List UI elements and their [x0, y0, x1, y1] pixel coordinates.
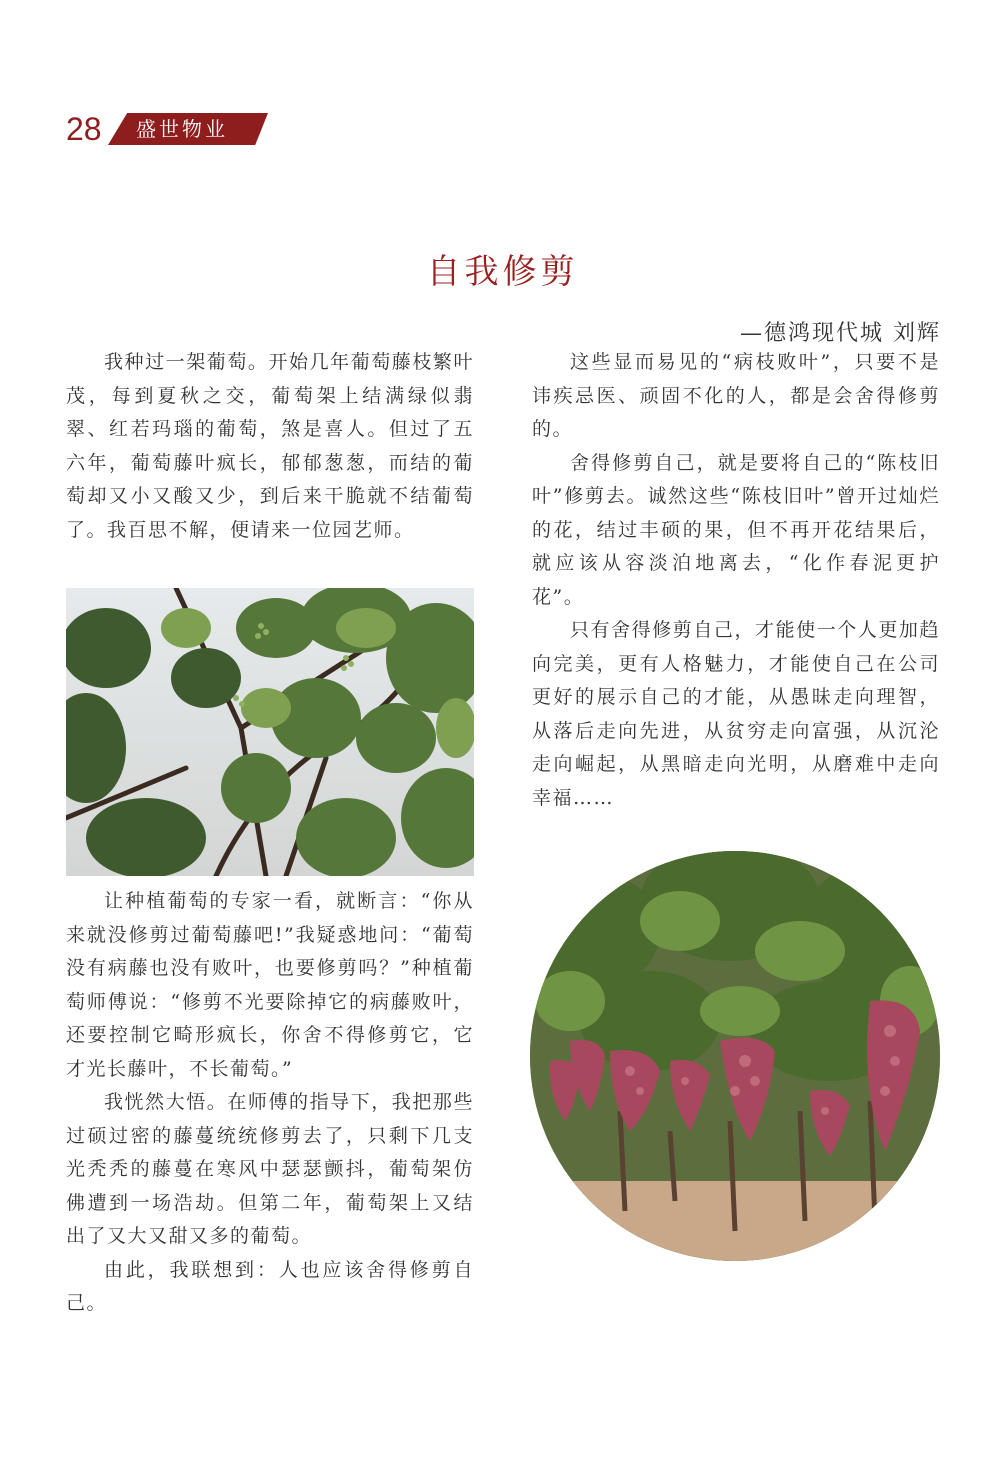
right-column [532, 346, 940, 815]
paragraph: 由此，我联想到：人也应该舍得修剪自己。 [66, 1258, 474, 1314]
page-number: 28 [66, 111, 102, 147]
left-column-bottom [66, 885, 474, 1321]
grape-clusters-photo [530, 851, 940, 1261]
left-column-top [66, 346, 474, 547]
paragraph: 我恍然大悟。在师傅的指导下，我把那些过硕过密的藤蔓统统修剪去了，只剩下几支光秃秃的藤蔓在寒风中瑟瑟颤抖，葡萄架仿佛遭到一场浩劫。但第二年，葡萄架上又结出了又大又甜又多的葡萄。 [66, 1091, 474, 1247]
section-label: 盛世物业 [136, 117, 228, 141]
paragraph: 让种植葡萄的专家一看，就断言：“你从来就没修剪过葡萄藤吧!”我疑惑地问：“葡萄没有病藤也没有败叶，也要修剪吗？”种植葡萄师傅说：“修剪不光要除掉它的病藤败叶，还要控制它畸形疯长，你舍不得修剪它，它才光长藤叶，不长葡萄。” [66, 890, 474, 1080]
paragraph: 只有舍得修剪自己，才能使一个人更加趋向完美，更有人格魅力，才能使自己在公司更好的展示自己的才能，从愚昧走向理智，从落后走向先进，从贫穷走向富强，从沉沦走向崛起，从黑暗走向光明，从磨难中走向幸福…… [532, 619, 940, 809]
article-title: 自我修剪 [426, 252, 579, 292]
paragraph: 我种过一架葡萄。开始几年葡萄藤枝繁叶茂，每到夏秋之交，葡萄架上结满绿似翡翠、红若玛瑙的葡萄，煞是喜人。但过了五六年，葡萄藤叶疯长，郁郁葱葱，而结的葡萄却又小又酸又少，到后来干脆就不结葡萄了。我百思不解，便请来一位园艺师。 [66, 351, 474, 541]
paragraph: 这些显而易见的“病枝败叶”，只要不是讳疾忌医、顽固不化的人，都是会舍得修剪的。 [532, 351, 940, 440]
article-byline: —德鸿现代城 刘辉 [740, 321, 941, 346]
grape-vine-photo [66, 588, 474, 876]
paragraph: 舍得修剪自己，就是要将自己的“陈枝旧叶”修剪去。诚然这些“陈枝旧叶”曾开过灿烂的花，结过丰硕的果，但不再开花结果后，就应该从容淡泊地离去，“化作春泥更护花”。 [532, 451, 940, 608]
